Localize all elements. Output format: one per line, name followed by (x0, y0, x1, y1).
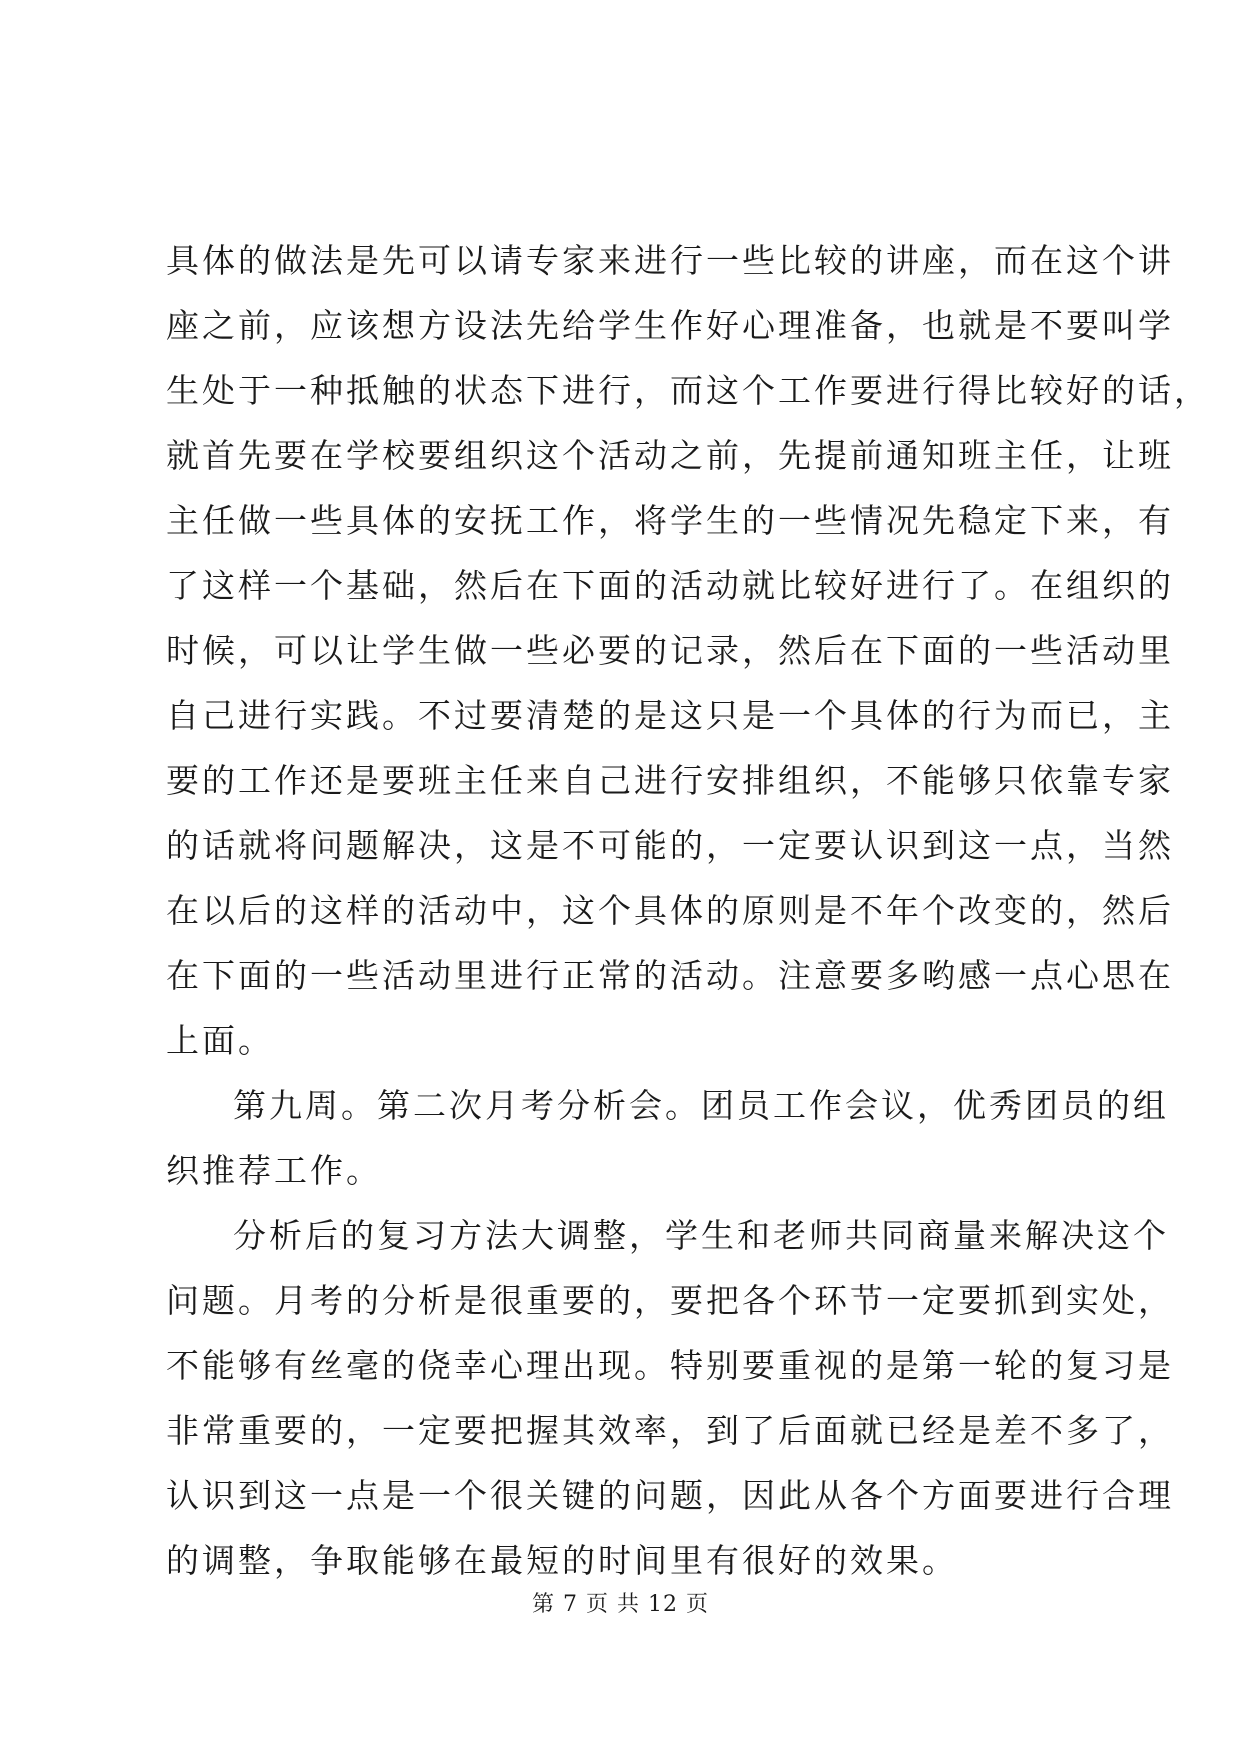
text-line: 的调整，争取能够在最短的时间里有很好的效果。 (166, 1541, 958, 1580)
text-line: 座之前，应该想方设法先给学生作好心理准备，也就是不要叫学 (166, 306, 1174, 345)
text-line: 问题。月考的分析是很重要的，要把各个环节一定要抓到实处， (166, 1281, 1174, 1320)
text-line: 就首先要在学校要组织这个活动之前，先提前通知班主任，让班 (166, 436, 1174, 475)
text-line: 主任做一些具体的安抚工作，将学生的一些情况先稳定下来，有 (166, 501, 1174, 540)
text-line: 具体的做法是先可以请专家来进行一些比较的讲座，而在这个讲 (166, 241, 1174, 280)
text-line: 织推荐工作。 (166, 1151, 382, 1190)
text-line: 上面。 (166, 1021, 274, 1060)
text-line: 分析后的复习方法大调整，学生和老师共同商量来解决这个 (233, 1216, 1169, 1255)
text-line: 非常重要的，一定要把握其效率，到了后面就已经是差不多了， (166, 1411, 1174, 1450)
body-text (166, 228, 1210, 1593)
text-line: 第九周。第二次月考分析会。团员工作会议，优秀团员的组 (233, 1086, 1169, 1125)
text-line: 生处于一种抵触的状态下进行，而这个工作要进行得比较好的话， (166, 371, 1210, 410)
text-line: 时候，可以让学生做一些必要的记录，然后在下面的一些活动里 (166, 631, 1174, 670)
paragraph (166, 1203, 1174, 1593)
page-number-footer: 第 7 页 共 12 页 (532, 1592, 709, 1617)
paragraph (166, 228, 1210, 1073)
text-line: 不能够有丝毫的侥幸心理出现。特别要重视的是第一轮的复习是 (166, 1346, 1174, 1385)
text-line: 要的工作还是要班主任来自己进行安排组织，不能够只依靠专家 (166, 761, 1174, 800)
text-line: 的话就将问题解决，这是不可能的，一定要认识到这一点，当然 (166, 826, 1174, 865)
text-line: 在下面的一些活动里进行正常的活动。注意要多哟感一点心思在 (166, 956, 1174, 995)
text-line: 了这样一个基础，然后在下面的活动就比较好进行了。在组织的 (166, 566, 1174, 605)
text-line: 认识到这一点是一个很关键的问题，因此从各个方面要进行合理 (166, 1476, 1174, 1515)
text-line: 自己进行实践。不过要清楚的是这只是一个具体的行为而已，主 (166, 696, 1174, 735)
paragraph (166, 1073, 1169, 1203)
text-line: 在以后的这样的活动中，这个具体的原则是不年个改变的，然后 (166, 891, 1174, 930)
